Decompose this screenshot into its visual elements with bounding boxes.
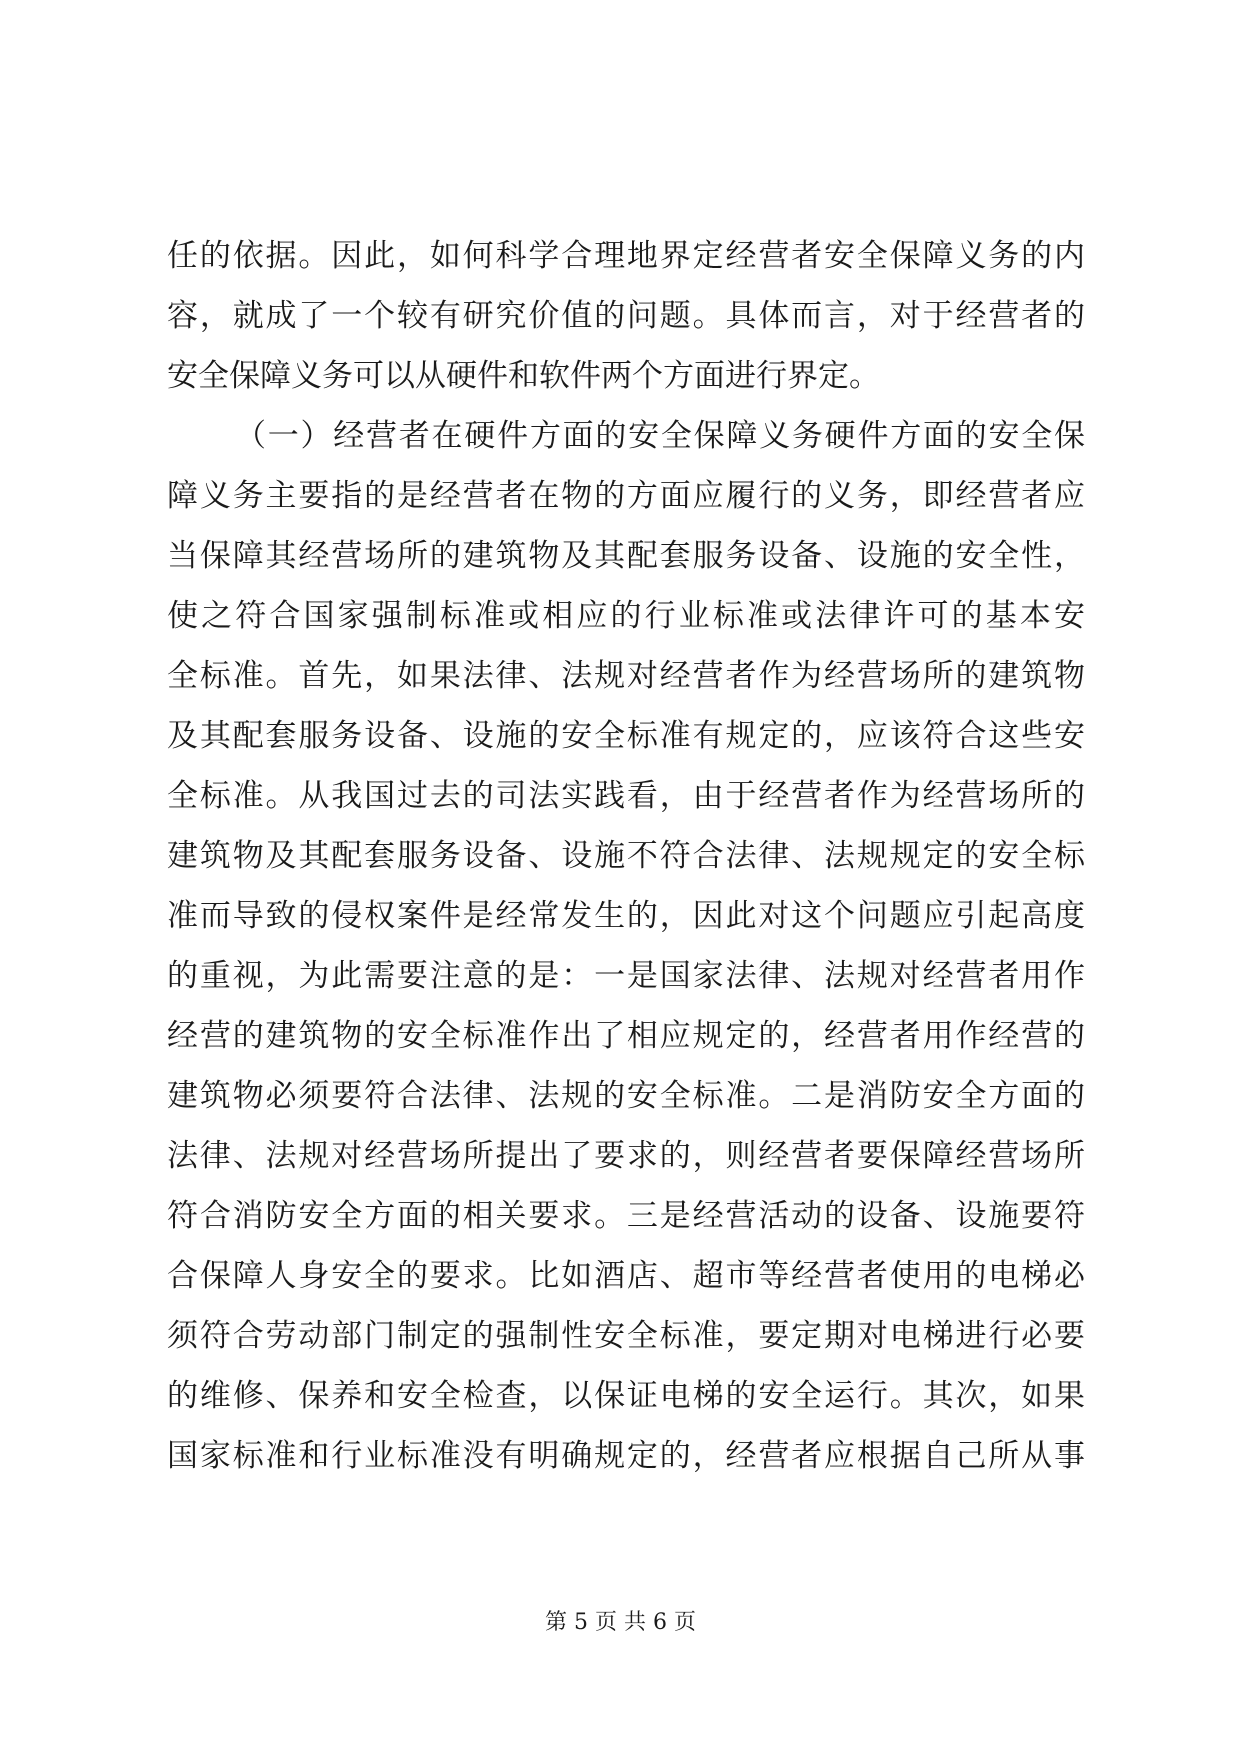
text-line: 须符合劳动部门制定的强制性安全标准，要定期对电梯进行必要 xyxy=(167,1318,1085,1354)
text-line: 障义务主要指的是经营者在物的方面应履行的义务，即经营者应 xyxy=(167,478,1085,514)
text-line: 建筑物必须要符合法律、法规的安全标准。二是消防安全方面的 xyxy=(167,1078,1085,1114)
text-line: 安全保障义务可以从硬件和软件两个方面进行界定。 xyxy=(167,358,880,394)
text-line: 建筑物及其配套服务设备、设施不符合法律、法规规定的安全标 xyxy=(167,838,1085,874)
text-line: 任的依据。因此，如何科学合理地界定经营者安全保障义务的内 xyxy=(167,238,1085,274)
text-line: 全标准。从我国过去的司法实践看，由于经营者作为经营场所的 xyxy=(167,778,1085,814)
text-line: 使之符合国家强制标准或相应的行业标准或法律许可的基本安 xyxy=(167,598,1085,634)
text-line: 及其配套服务设备、设施的安全标准有规定的，应该符合这些安 xyxy=(167,718,1085,754)
text-line: 经营的建筑物的安全标准作出了相应规定的，经营者用作经营的 xyxy=(167,1018,1085,1054)
page-number-footer: 第 5 页 共 6 页 xyxy=(545,1610,696,1635)
section-heading-line: （一）经营者在硬件方面的安全保障义务硬件方面的安全保 xyxy=(235,418,1085,454)
text-line: 当保障其经营场所的建筑物及其配套服务设备、设施的安全性， xyxy=(167,538,1085,574)
body-text xyxy=(167,226,1085,1486)
text-line: 容，就成了一个较有研究价值的问题。具体而言，对于经营者的 xyxy=(167,298,1085,334)
text-line: 符合消防安全方面的相关要求。三是经营活动的设备、设施要符 xyxy=(167,1198,1085,1234)
text-line: 法律、法规对经营场所提出了要求的，则经营者要保障经营场所 xyxy=(167,1138,1085,1174)
text-line: 合保障人身安全的要求。比如酒店、超市等经营者使用的电梯必 xyxy=(167,1258,1085,1294)
text-line: 全标准。首先，如果法律、法规对经营者作为经营场所的建筑物 xyxy=(167,658,1085,694)
text-line: 的重视，为此需要注意的是：一是国家法律、法规对经营者用作 xyxy=(167,958,1085,994)
text-line: 国家标准和行业标准没有明确规定的，经营者应根据自己所从事 xyxy=(167,1438,1085,1474)
text-line: 准而导致的侵权案件是经常发生的，因此对这个问题应引起高度 xyxy=(167,898,1085,934)
text-line: 的维修、保养和安全检查，以保证电梯的安全运行。其次，如果 xyxy=(167,1378,1085,1414)
